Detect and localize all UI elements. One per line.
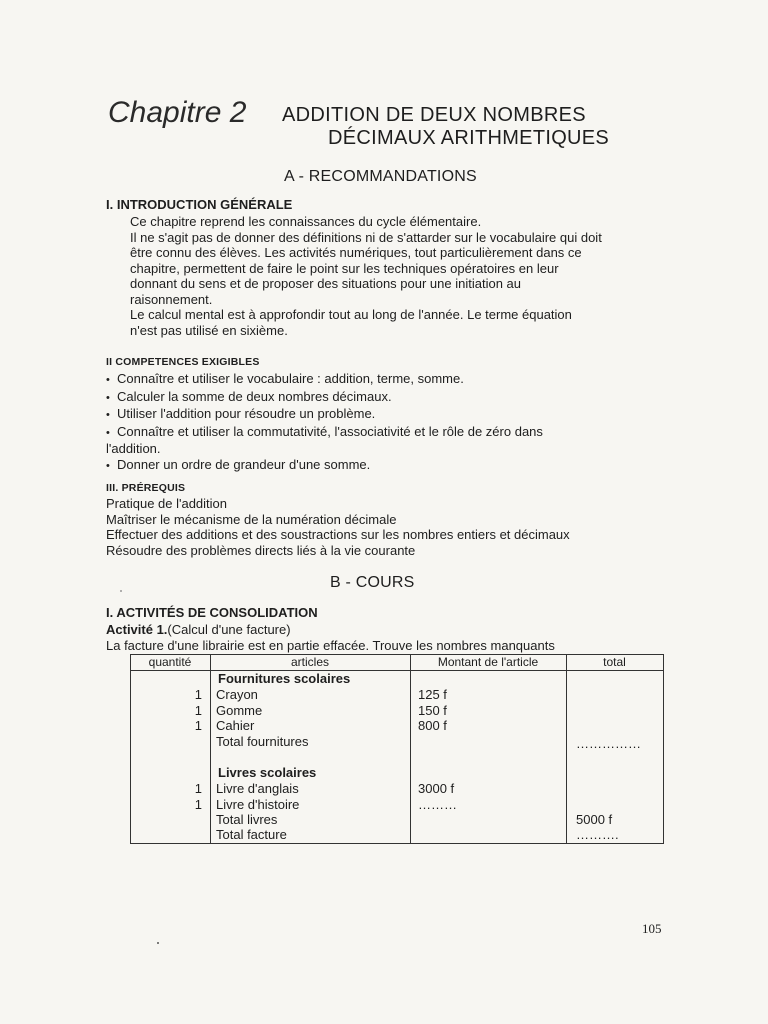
row-qty: 1	[194, 687, 202, 702]
row-qty: 1	[194, 781, 202, 796]
list-item: • Calculer la somme de deux nombres décimaux.	[106, 389, 706, 407]
total-facture-value: ……….	[576, 827, 619, 842]
table-column-divider	[210, 655, 211, 843]
intro-line: raisonnement.	[130, 291, 213, 307]
bullet-icon: •	[106, 409, 110, 421]
row-article: Livre d'histoire	[216, 797, 300, 812]
row-amount: 150 f	[418, 703, 447, 718]
table-header-divider	[130, 670, 664, 671]
list-item: • Connaître et utiliser le vocabulaire : addition, terme, somme.	[106, 371, 706, 389]
intro-line: donnant du sens et de proposer des situations pour une initiation au	[130, 276, 521, 291]
intro-line: Il ne s'agit pas de donner des définitions ni de s'attarder sur le vocabulaire qui doit	[130, 229, 602, 245]
competences-heading: II COMPETENCES EXIGIBLES	[106, 356, 260, 368]
activity-1-instructions: La facture d'une librairie est en partie effacée. Trouve les nombres manquants	[106, 638, 555, 653]
chapter-label: Chapitre 2	[108, 96, 247, 129]
prerequis-heading: III. PRÉREQUIS	[106, 482, 186, 494]
intro-line: Ce chapitre reprend les connaissances du cycle élémentaire.	[130, 214, 482, 229]
prerequis-line: Pratique de l'addition	[106, 496, 228, 511]
header-montant: Montant de l'article	[437, 655, 539, 669]
total-facture-label: Total facture	[216, 827, 287, 842]
list-item: • Utiliser l'addition pour résoudre un problème.	[106, 406, 706, 424]
row-article: Cahier	[216, 718, 255, 733]
activity-1-title	[106, 622, 291, 637]
section-b-title: B - COURS	[330, 574, 415, 591]
table-column-divider	[566, 655, 567, 843]
row-qty: 1	[194, 797, 202, 812]
table-border-left	[130, 655, 131, 843]
bullet-icon: •	[106, 459, 110, 472]
prerequis-line: Maîtriser le mécanisme de la numération décimale	[106, 511, 397, 527]
list-item: • Connaître et utiliser la commutativité, l'associativité et le rôle de zéro dans	[106, 424, 706, 442]
header-total: total	[603, 655, 626, 669]
row-amount: 800 f	[418, 718, 447, 733]
activity-1-label: Activité 1.	[106, 622, 168, 637]
intro-line: chapitre, permettent de faire le point sur les techniques opératoires en leur	[130, 260, 559, 276]
row-amount: ………	[418, 797, 457, 812]
page-number: 105	[642, 921, 662, 936]
chapter-title-line-2: DÉCIMAUX ARITHMETIQUES	[328, 127, 610, 149]
bullet-icon: •	[106, 391, 110, 404]
group-title-fournitures: Fournitures scolaires	[218, 671, 351, 686]
intro-line: Le calcul mental est à approfondir tout au long de l'année. Le terme équation	[130, 307, 572, 322]
list-item: • Donner un ordre de grandeur d'une somme.	[106, 457, 706, 475]
section-a-title: A - RECOMMANDATIONS	[284, 168, 477, 185]
intro-paragraph	[130, 214, 700, 338]
row-amount: 125 f	[418, 687, 447, 702]
row-qty: 1	[194, 703, 202, 718]
total-fournitures-label: Total fournitures	[216, 734, 309, 749]
competences-list	[106, 371, 706, 474]
chapter-title-line-1: ADDITION DE DEUX NOMBRES	[282, 104, 586, 126]
row-article: Gomme	[216, 703, 263, 718]
group-title-livres: Livres scolaires	[218, 765, 317, 780]
row-amount: 3000 f	[418, 781, 455, 796]
prerequis-list	[106, 496, 726, 558]
total-fournitures-value: ……………	[576, 736, 641, 751]
total-livres-value: 5000 f	[576, 812, 613, 827]
prerequis-line: Résoudre des problèmes directs liés à la vie courante	[106, 542, 416, 558]
row-article: Crayon	[216, 687, 258, 702]
bullet-icon: •	[106, 426, 110, 439]
header-quantite: quantité	[148, 655, 192, 669]
chapter-heading	[108, 96, 708, 156]
list-item-continuation: l'addition.	[106, 441, 161, 456]
activities-heading: I. ACTIVITÉS DE CONSOLIDATION	[106, 605, 318, 620]
scan-speck	[157, 942, 159, 944]
intro-heading: I. INTRODUCTION GÉNÉRALE	[106, 197, 293, 212]
row-article: Livre d'anglais	[216, 781, 299, 796]
total-livres-label: Total livres	[216, 812, 278, 827]
invoice-table	[130, 654, 664, 844]
row-qty: 1	[194, 718, 202, 733]
table-border-right	[663, 655, 664, 843]
prerequis-line: Effectuer des additions et des soustractions sur les nombres entiers et décimaux	[106, 527, 570, 542]
intro-line: n'est pas utilisé en sixième.	[130, 322, 288, 338]
scan-speck	[120, 590, 122, 592]
table-column-divider	[410, 655, 411, 843]
activity-1-subtitle: (Calcul d'une facture)	[167, 622, 291, 637]
intro-line: être connu des élèves. Les activités numériques, tout particulièrement dans ce	[130, 245, 582, 260]
header-articles: articles	[290, 655, 329, 669]
bullet-icon: •	[106, 374, 110, 386]
